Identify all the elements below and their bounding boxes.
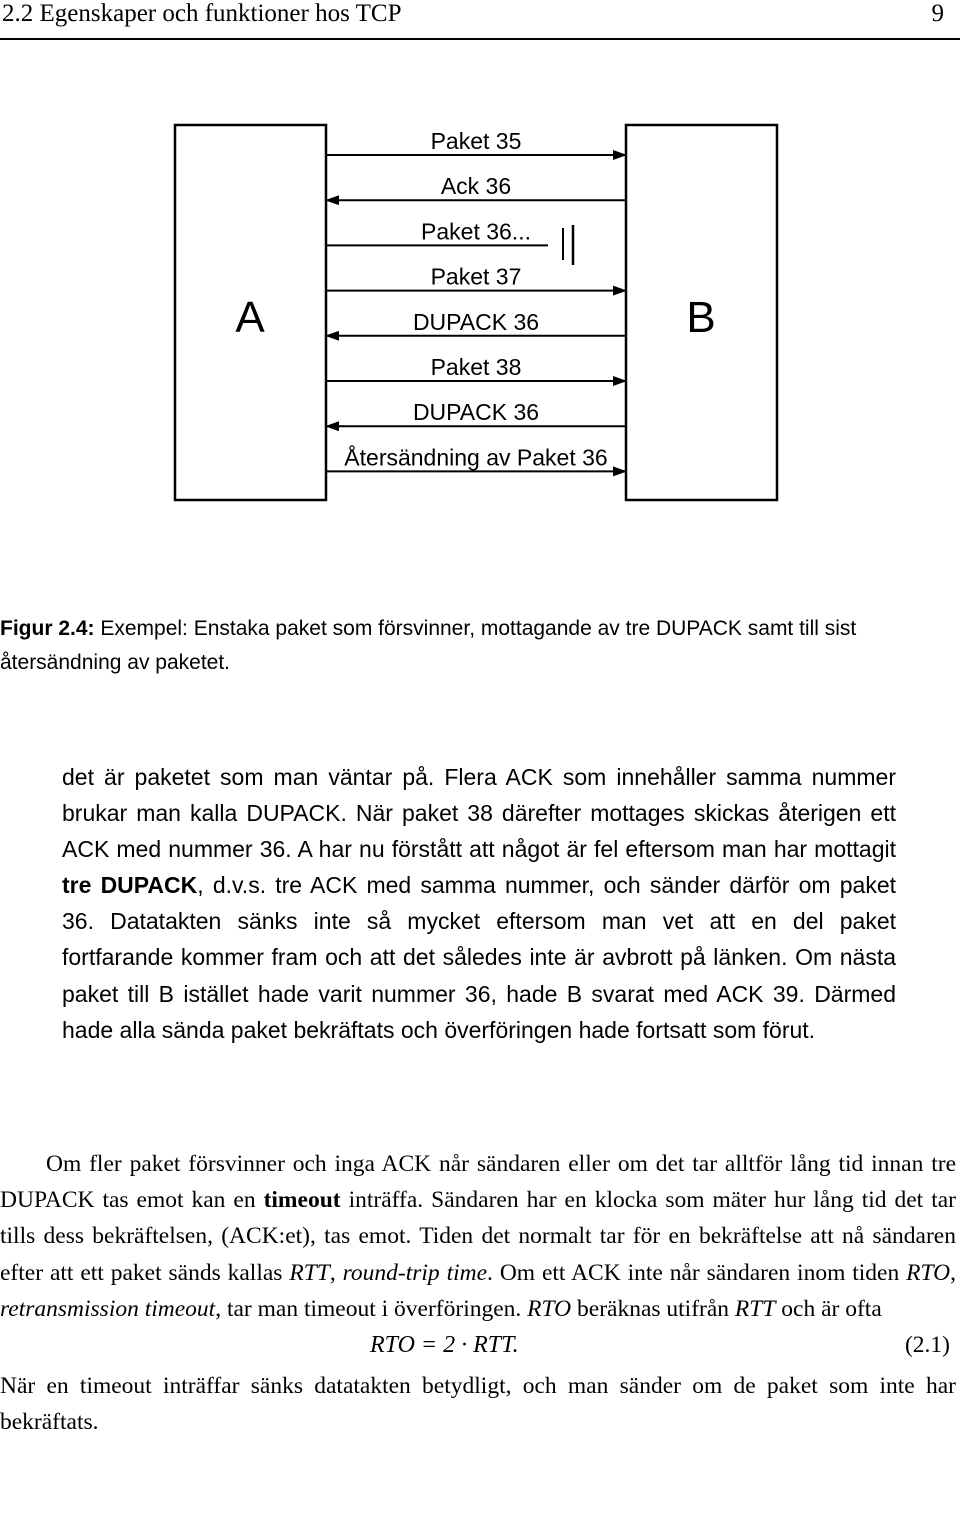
equation — [0, 1327, 956, 1368]
message — [326, 354, 626, 381]
serif-paragraph — [0, 1146, 956, 1327]
page-number: 9 — [931, 0, 944, 27]
body-text — [0, 1146, 956, 1440]
message-layer — [326, 128, 626, 471]
message-label: Återsändning av Paket 36 — [344, 444, 608, 471]
message — [326, 309, 626, 336]
serif-text-4: , tar man timeout i överföringen. — [215, 1295, 528, 1322]
math-rto-2: RTO — [527, 1295, 572, 1322]
message — [326, 399, 626, 426]
node-a-label: A — [235, 293, 265, 342]
node-b-label: B — [686, 293, 716, 342]
caption-text: Exempel: Enstaka paket som försvinner, mottagande av tre DUPACK samt till sist återsändning av paketet. — [0, 617, 857, 674]
equation-body: RTO = 2 · RTT. — [370, 1332, 519, 1359]
sans-text-1: det är paketet som man väntar på. Flera ACK som innehåller samma nummer brukar man kalla DUPACK. När paket 38 därefter mottages skickas återigen ett ACK med nummer 36. A har nu förstått att något är fel eftersom man har mottagit — [62, 764, 896, 863]
equation-number: (2.1) — [904, 1332, 950, 1359]
section-title: 2.2 Egenskaper och funktioner hos TCP — [2, 0, 402, 27]
message — [326, 218, 548, 245]
serif-comma-2: , — [950, 1259, 956, 1286]
rtt-term: round-trip time — [342, 1259, 488, 1286]
serif-text-1: Om fler paket försvinner och inga ACK når sändaren eller om det tar alltför lång tid innan tre DUPACK tas emot kan en — [0, 1151, 956, 1214]
sans-bold: tre DUPACK — [62, 872, 198, 899]
rto-term: retransmission timeout — [0, 1295, 216, 1322]
math-rtt: RTT — [289, 1259, 330, 1286]
serif-comma-1: , — [329, 1259, 343, 1286]
running-header — [0, 0, 960, 40]
sans-paragraph — [62, 759, 896, 1048]
serif-text-3: . Om ett ACK inte når sändaren inom tiden — [487, 1259, 907, 1286]
sequence-diagram — [0, 110, 960, 510]
message-label: Paket 37 — [430, 263, 522, 290]
loss-mark — [563, 225, 573, 265]
math-rtt-2: RTT — [734, 1295, 776, 1322]
message — [326, 264, 626, 291]
message-label: DUPACK 36 — [412, 308, 540, 335]
message-label: Ack 36 — [440, 173, 512, 200]
message — [326, 173, 626, 200]
sans-text-2: , d.v.s. tre ACK med samma nummer, och sänder därför om paket 36. Datatakten sänks inte så mycket eftersom man vet att en del paket fortfarande kommer fram och att det således inte är avbrott på länken. Om nästa paket till B istället hade varit nummer 36, hade B svarat med ACK 39. Därmed hade alla sända paket bekräftats och överföringen hade fortsatt som förut. — [62, 872, 896, 1043]
serif-text-5: beräknas utifrån — [571, 1295, 735, 1322]
serif-text-2: inträffa. Sändaren har en klocka som mäter hur lång tid det tar tills dess bekräftelsen, (ACK:et), tas emot. Tiden det normalt tar för en bekräftelse att nå sändaren efter att ett paket sänds kallas — [0, 1187, 956, 1286]
message-label: Paket 38 — [430, 354, 522, 380]
figure-caption — [0, 612, 950, 680]
final-paragraph: När en timeout inträffar sänks datatakten betydligt, och man sänder om de paket som inte har bekräftats. — [0, 1373, 956, 1436]
math-rto: RTO — [906, 1259, 951, 1286]
caption-label: Figur 2.4: — [0, 617, 95, 640]
serif-text-6: och är ofta — [775, 1295, 882, 1322]
message-label: Paket 35 — [430, 128, 522, 154]
message — [326, 443, 626, 471]
timeout-bold: timeout — [263, 1187, 341, 1214]
message — [326, 128, 626, 155]
message-label: DUPACK 36 — [412, 399, 540, 426]
message-label: Paket 36... — [421, 218, 531, 245]
